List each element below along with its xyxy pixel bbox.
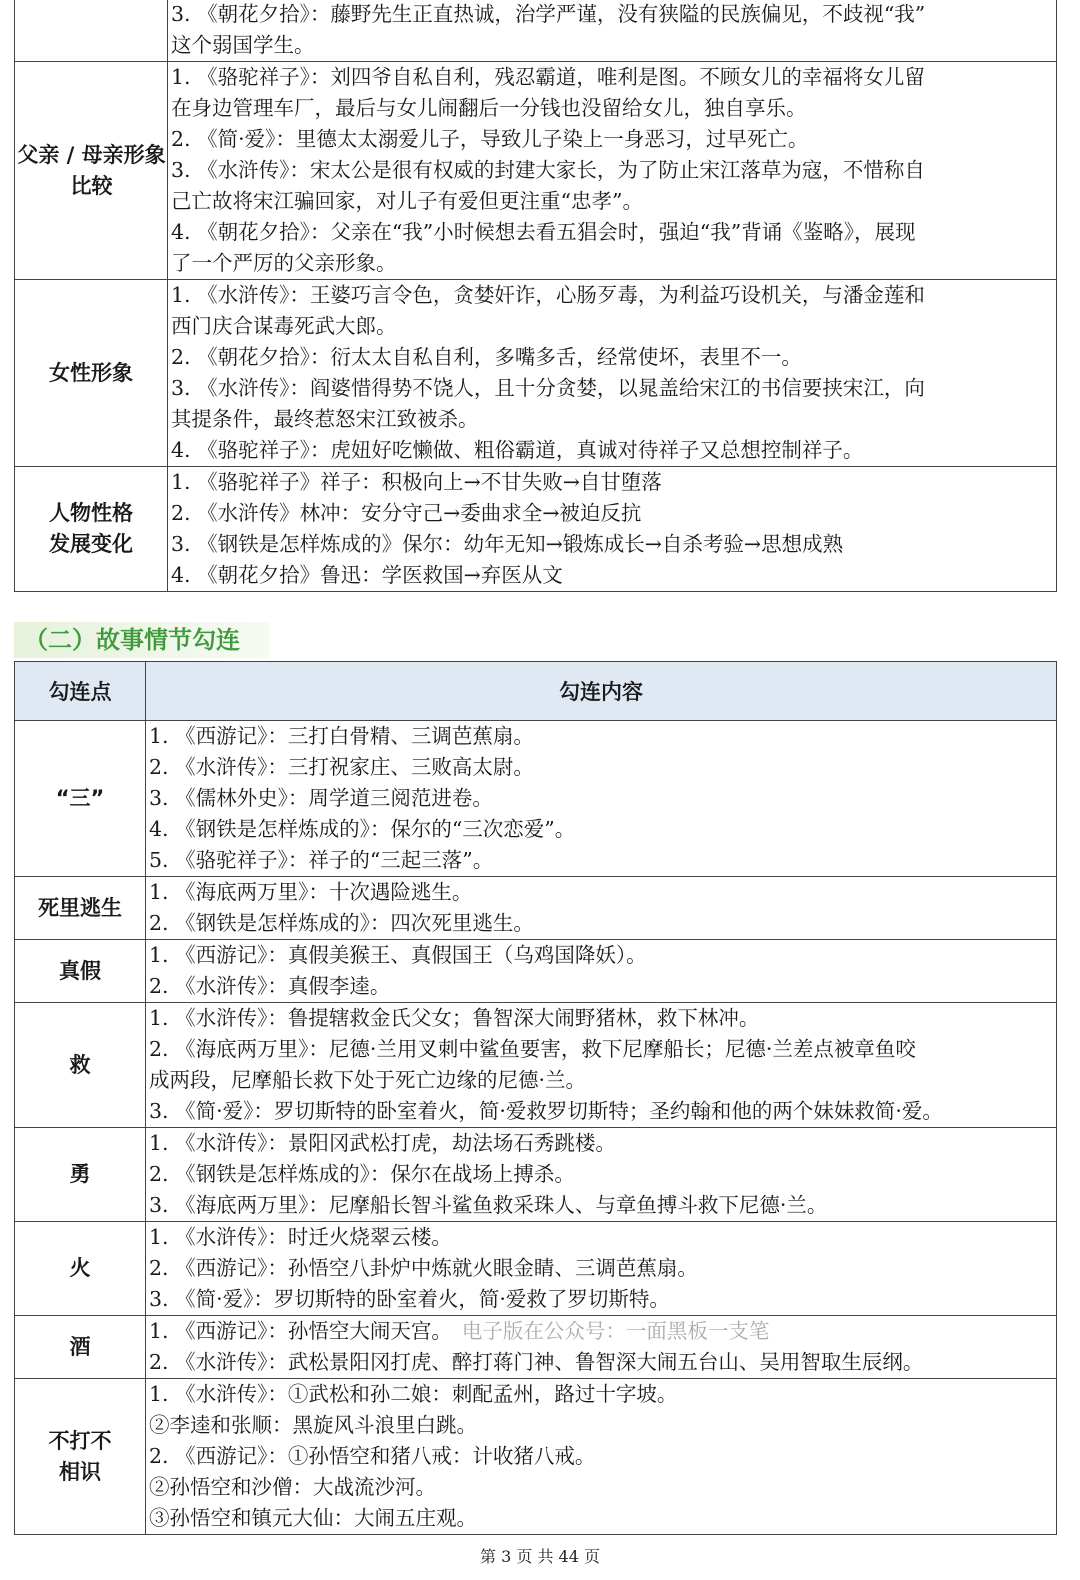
row-label: 死里逃生 [15, 877, 146, 940]
table-row [15, 1379, 1057, 1535]
row-content: 1. 《骆驼祥子》：刘四爷自私自利，残忍霸道，唯利是图。不顾女儿的幸福将女儿留 在身边管理车厂，最后与女儿闹翻后一分钱也没留给女儿，独自享乐。 2. 《简·爱》：里德太太溺爱儿子，导致儿子染上一身恶习，过早死亡。 3. 《水浒传》：宋太公是很有权威的封建大家长，为了防止宋江落草为寇，不惜称自 己亡故将宋江骗回家，对儿子有爱但更注重“忠孝”。 4. 《朝花夕拾》：父亲在“我”小时候想去看五猖会时，强迫“我”背诵《鉴略》，展现 了一个严厉的父亲形象。 [168, 62, 1057, 280]
section-title: （二）故事情节勾连 [14, 622, 270, 658]
watermark-text: 电子版在公众号：一面黑板一支笔 [461, 1319, 770, 1343]
table-row [15, 1128, 1057, 1222]
row-label: 人物性格发展变化 [15, 467, 168, 592]
table-header-row [15, 662, 1057, 721]
row-content: 1. 《海底两万里》：十次遇险逃生。 2. 《钢铁是怎样炼成的》：四次死里逃生。 [146, 877, 1057, 940]
row-content: 1. 《水浒传》：鲁提辖救金氏父女；鲁智深大闹野猪林，救下林冲。 2. 《海底两万里》：尼德·兰用叉刺中鲨鱼要害，救下尼摩船长；尼德·兰差点被章鱼咬 成两段，尼摩船长救下处于死亡边缘的尼德·兰。 3. 《简·爱》：罗切斯特的卧室着火，简·爱救罗切斯特；圣约翰和他的两个妹妹救简·爱。 [146, 1003, 1057, 1128]
row-content: 1. 《水浒传》：王婆巧言令色，贪婪奸诈，心肠歹毒，为利益巧设机关，与潘金莲和 西门庆合谋毒死武大郎。 2. 《朝花夕拾》：衍太太自私自利，多嘴多舌，经常使坏，表里不一。 3. 《水浒传》：阎婆惜得势不饶人，且十分贪婪，以晁盖给宋江的书信要挟宋江，向 其提条件，最终惹怒宋江致被杀。 4. 《骆驼祥子》：虎妞好吃懒做、粗俗霸道，真诚对待祥子又总想控制祥子。 [168, 280, 1057, 467]
row-label [15, 0, 168, 62]
row-label: 不打不相识 [15, 1379, 146, 1535]
table-row [15, 467, 1057, 592]
table-row [15, 1003, 1057, 1128]
row-label: 火 [15, 1222, 146, 1316]
row-content: 1. 《骆驼祥子》祥子：积极向上→不甘失败→自甘堕落 2. 《水浒传》林冲：安分守己→委曲求全→被迫反抗 3. 《钢铁是怎样炼成的》保尔：幼年无知→锻炼成长→自杀考验→思想成熟 4. 《朝花夕拾》鲁迅：学医救国→弃医从文 [168, 467, 1057, 592]
row-label: 父亲 / 母亲形象比较 [15, 62, 168, 280]
table-row [15, 0, 1057, 62]
row-label: 真假 [15, 940, 146, 1003]
table-row [15, 721, 1057, 877]
row-label: “三” [15, 721, 146, 877]
row-label: 救 [15, 1003, 146, 1128]
row-content: 1. 《水浒传》：时迁火烧翠云楼。 2. 《西游记》：孙悟空八卦炉中炼就火眼金睛、三调芭蕉扇。 3. 《简·爱》：罗切斯特的卧室着火，简·爱救了罗切斯特。 [146, 1222, 1057, 1316]
table-row [15, 1316, 1057, 1379]
character-comparison-table [14, 0, 1057, 592]
plot-linkage-table [14, 661, 1057, 1535]
row-content: 1. 《西游记》：三打白骨精、三调芭蕉扇。 2. 《水浒传》：三打祝家庄、三败高太尉。 3. 《儒林外史》：周学道三阅范进卷。 4. 《钢铁是怎样炼成的》：保尔的“三次恋爱”。 5. 《骆驼祥子》：祥子的“三起三落”。 [146, 721, 1057, 877]
column-header: 勾连点 [15, 662, 146, 721]
row-label: 酒 [15, 1316, 146, 1379]
row-content: 1. 《西游记》：孙悟空大闹天宫。 电子版在公众号：一面黑板一支笔 2. 《水浒传》：武松景阳冈打虎、醉打蒋门神、鲁智深大闹五台山、吴用智取生辰纲。 [146, 1316, 1057, 1379]
page-number: 第 3 页 共 44 页 [480, 1547, 600, 1566]
row-label: 勇 [15, 1128, 146, 1222]
row-content: 1. 《西游记》：真假美猴王、真假国王（乌鸡国降妖）。 2. 《水浒传》：真假李逵。 [146, 940, 1057, 1003]
column-header: 勾连内容 [146, 662, 1057, 721]
table-row [15, 877, 1057, 940]
table-row [15, 280, 1057, 467]
table-row [15, 940, 1057, 1003]
row-content: 3. 《朝花夕拾》：藤野先生正直热诚，治学严谨，没有狭隘的民族偏见，不歧视“我” 这个弱国学生。 [168, 0, 1057, 62]
table-row [15, 1222, 1057, 1316]
row-content: 1. 《水浒传》：①武松和孙二娘：刺配孟州，路过十字坡。 ②李逵和张顺：黑旋风斗浪里白跳。 2. 《西游记》：①孙悟空和猪八戒：计收猪八戒。 ②孙悟空和沙僧：大战流沙河。 ③孙悟空和镇元大仙：大闹五庄观。 [146, 1379, 1057, 1535]
row-content: 1. 《水浒传》：景阳冈武松打虎，劫法场石秀跳楼。 2. 《钢铁是怎样炼成的》：保尔在战场上搏杀。 3. 《海底两万里》：尼摩船长智斗鲨鱼救采珠人、与章鱼搏斗救下尼德·兰。 [146, 1128, 1057, 1222]
table-row [15, 62, 1057, 280]
row-label: 女性形象 [15, 280, 168, 467]
